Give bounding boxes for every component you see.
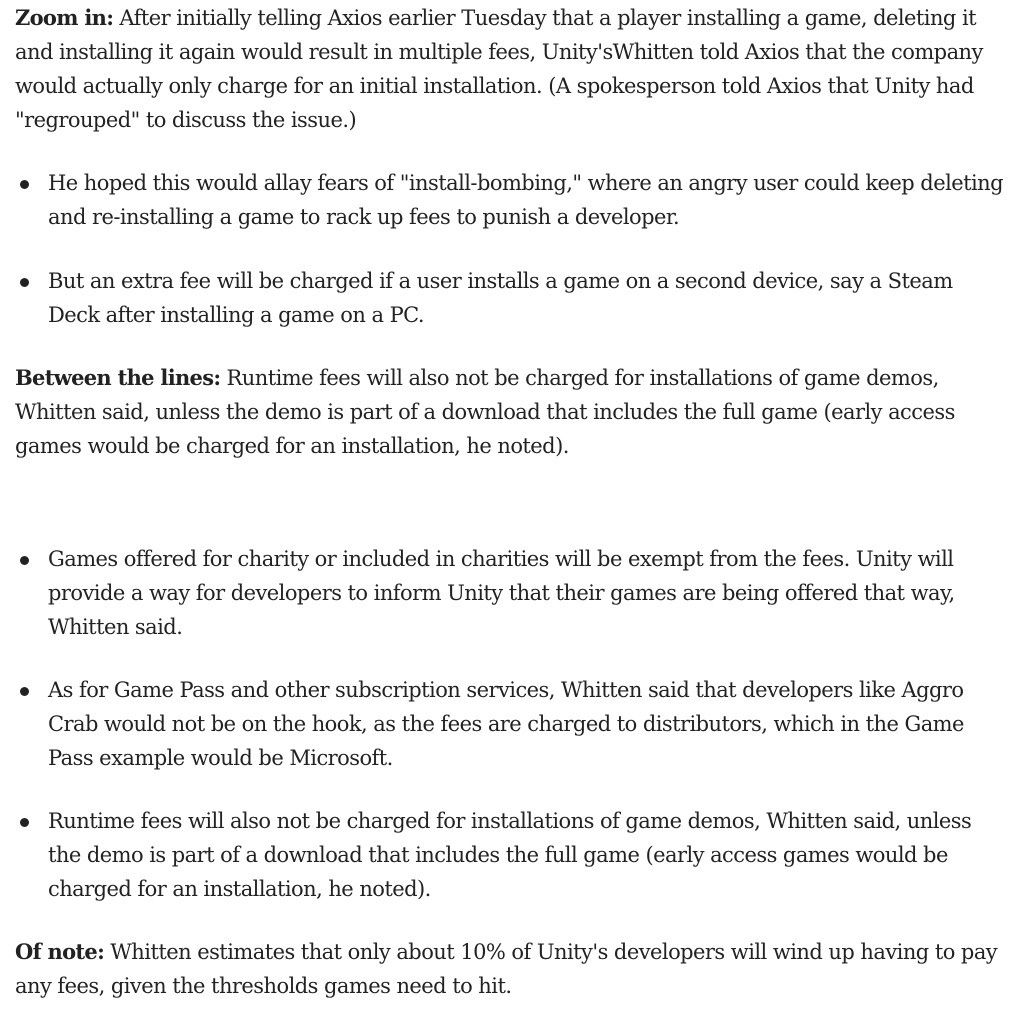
list-item-text: But an extra fee will be charged if a user installs a game on a second device, say a Steam Deck after installing a game on a PC. (48, 269, 953, 327)
zoom-in-lead: Zoom in: (15, 5, 114, 30)
list-item-text: He hoped this would allay fears of "install-bombing," where an angry user could keep deleting and re-installing a game to rack up fees to punish a developer. (48, 171, 1004, 229)
list-item (15, 166, 1005, 234)
of-note-paragraph (15, 935, 1005, 1003)
list-item (15, 804, 1005, 906)
of-note-text: Whitten estimates that only about 10% of Unity's developers will wind up having to pay any fees, given the thresholds games need to hit. (15, 940, 998, 998)
zoom-in-text: After initially telling Axios earlier Tuesday that a player installing a game, deleting it and installing it again would result in multiple fees, Unity'sWhitten told Axios that the company would actually only charge for an initial installation. (A spokesperson told Axios that Unity had "regrouped" to discuss the issue.) (15, 6, 983, 132)
bullet-list-1 (15, 166, 1005, 332)
list-item (15, 673, 1005, 775)
bullet-icon (20, 180, 29, 189)
list-item-text: Games offered for charity or included in charities will be exempt from the fees. Unity will provide a way for developers to inform Unity that their games are being offered that way, Whitten said. (48, 547, 955, 639)
between-the-lines-paragraph (15, 361, 1005, 463)
zoom-in-paragraph (15, 1, 1005, 137)
bullet-icon (20, 687, 29, 696)
list-item (15, 542, 1005, 644)
list-item (15, 264, 1005, 332)
bullet-icon (20, 278, 29, 287)
bullet-icon (20, 818, 29, 827)
between-the-lines-lead: Between the lines: (15, 365, 221, 390)
list-item-text: As for Game Pass and other subscription services, Whitten said that developers like Aggro Crab would not be on the hook, as the fees are charged to distributors, which in the Game Pass example would be Microsoft. (48, 678, 964, 770)
bullet-list-2 (15, 542, 1005, 906)
of-note-lead: Of note: (15, 939, 105, 964)
list-item-text: Runtime fees will also not be charged for installations of game demos, Whitten said, unless the demo is part of a download that includes the full game (early access games would be charged for an installation, he noted). (48, 809, 972, 901)
bullet-icon (20, 556, 29, 565)
between-the-lines-text: Runtime fees will also not be charged for installations of game demos, Whitten said, unless the demo is part of a download that includes the full game (early access games would be charged for an installation, he noted). (15, 366, 955, 458)
